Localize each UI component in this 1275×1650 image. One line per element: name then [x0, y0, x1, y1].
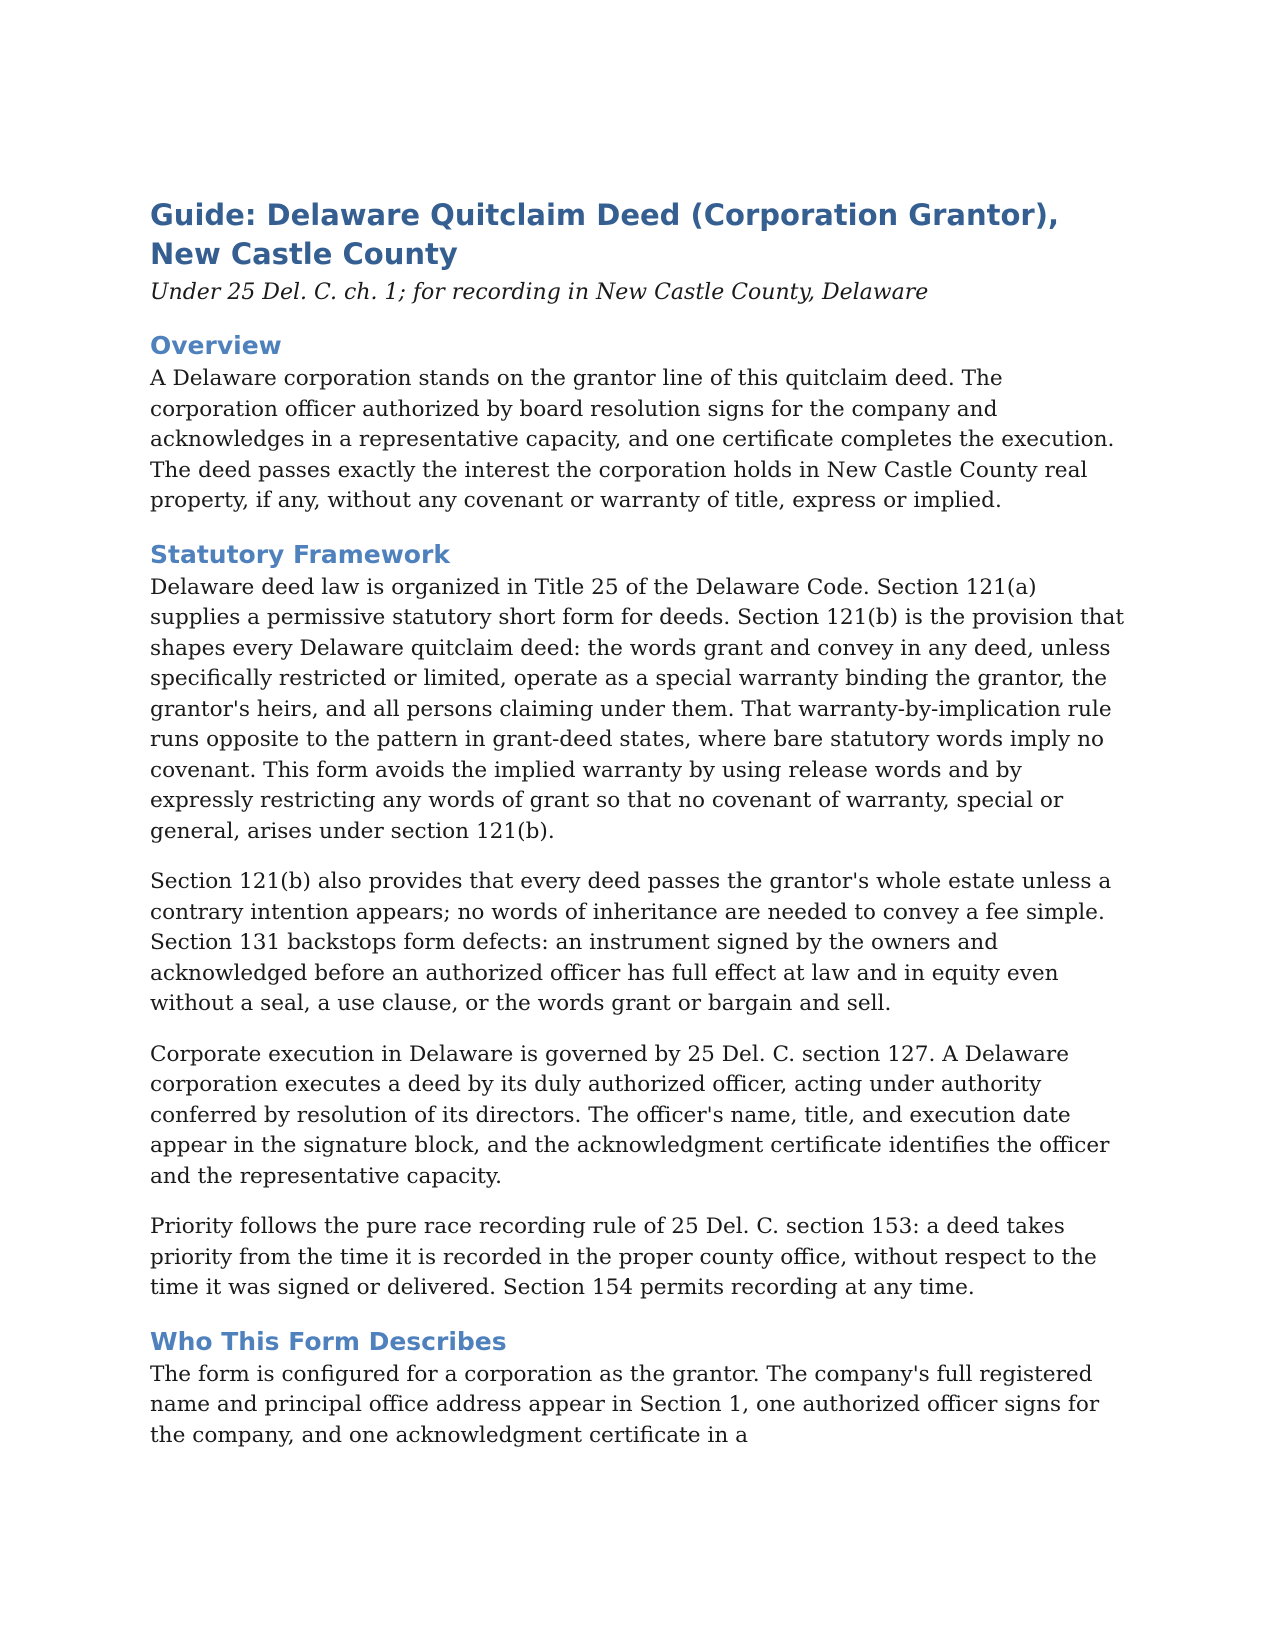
paragraph: Corporate execution in Delaware is governed by 25 Del. C. section 127. A Delaware corporation executes a deed by its duly authorized officer, acting under authority conferred by resolution of its directors. The officer's name, title, and execution date appear in the signature block, and the acknowledgment certificate identifies the officer and the representative capacity. [150, 1041, 1110, 1189]
document-title: Guide: Delaware Quitclaim Deed (Corporation Grantor), New Castle County [150, 198, 1059, 271]
section-heading-statutory-framework: Statutory Framework [150, 539, 450, 569]
document-page [150, 196, 1130, 1451]
section-statutory-framework [150, 539, 1130, 1304]
section-heading-overview: Overview [150, 331, 282, 360]
paragraph: Priority follows the pure race recording rule of 25 Del. C. section 153: a deed takes priority from the time it is recorded in the proper county office, without respect to the time it was signed or delivered. Section 154 permits recording at any time. [150, 1214, 1097, 1300]
paragraph: A Delaware corporation stands on the grantor line of this quitclaim deed. The corporation officer authorized by board resolution signs for the company and acknowledges in a representative capacity, and one certificate completes the execution. The deed passes exactly the interest the corporation holds in New Castle County real property, if any, without any covenant or warranty of title, express or implied. [150, 366, 1115, 513]
document-subtitle: Under 25 Del. C. ch. 1; for recording in New Castle County, Delaware [150, 280, 929, 305]
paragraph: The form is configured for a corporation as the grantor. The company's full registered name and principal office address appear in Section 1, one authorized officer signs for the company, and one acknowledgment certificate in a [150, 1361, 1100, 1448]
section-heading-who-this-form-describes: Who This Form Describes [150, 1326, 507, 1356]
section-who-this-form-describes [150, 1326, 1130, 1452]
section-overview [150, 330, 1130, 517]
paragraph: Section 121(b) also provides that every deed passes the grantor's whole estate unless a contrary intention appears; no words of inheritance are needed to convey a fee simple. Section 131 backstops form defects: an instrument signed by the owners and acknowledged before an authorized officer has full effect at law and in equity even without a seal, a use clause, or the words grant or bargain and sell. [150, 869, 1112, 1016]
paragraph: Delaware deed law is organized in Title 25 of the Delaware Code. Section 121(a) supplies a permissive statutory short form for deeds. Section 121(b) is the provision that shapes every Delaware quitclaim deed: the words grant and convey in any deed, unless specifically restricted or limited, operate as a special warranty binding the grantor, the grantor's heirs, and all persons claiming under them. That warranty-by-implication rule runs opposite to the pattern in grant-deed states, where bare statutory words imply no covenant. This form avoids the implied warranty by using release words and by expressly restricting any words of grant so that no covenant of warranty, special or general, arises under section 121(b). [150, 574, 1125, 844]
